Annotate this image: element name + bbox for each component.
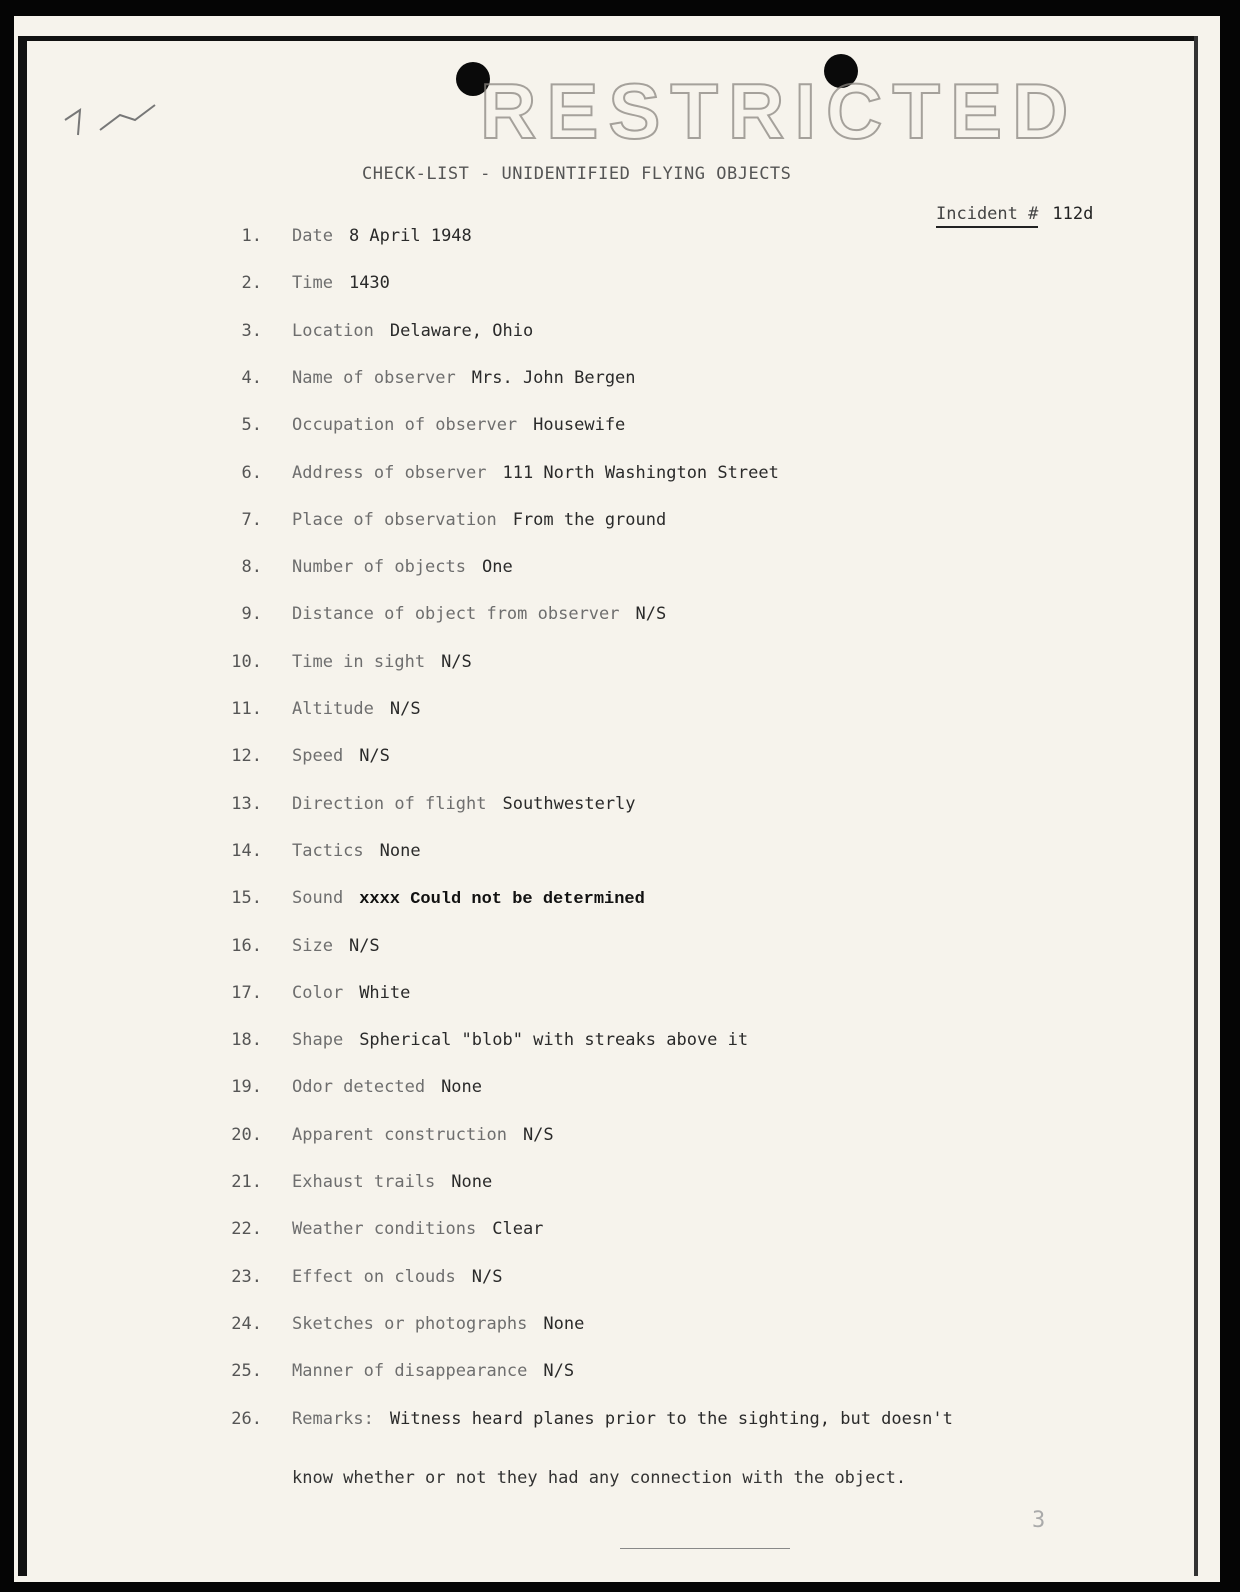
item-label: Manner of disappearance bbox=[292, 1361, 528, 1381]
checklist-row bbox=[0, 321, 1150, 351]
checklist-row bbox=[0, 273, 1150, 303]
item-number: 21. bbox=[231, 1172, 262, 1192]
scan-border-right bbox=[1194, 36, 1198, 1576]
item-value: 111 North Washington Street bbox=[502, 463, 779, 483]
checklist-row bbox=[0, 888, 1150, 918]
item-value: N/S bbox=[359, 746, 390, 766]
item-value: None bbox=[441, 1077, 483, 1097]
item-number: 19. bbox=[231, 1077, 262, 1097]
item-value: None bbox=[543, 1314, 585, 1334]
item-label: Occupation of observer bbox=[292, 415, 518, 435]
item-number: 17. bbox=[231, 983, 262, 1003]
item-number: 9. bbox=[241, 604, 262, 624]
item-field bbox=[292, 321, 533, 341]
incident-number bbox=[936, 204, 1093, 224]
item-label: Effect on clouds bbox=[292, 1267, 456, 1287]
item-field bbox=[292, 699, 421, 719]
remarks-continuation: know whether or not they had any connection with the object. bbox=[292, 1468, 907, 1488]
checklist-row bbox=[0, 746, 1150, 776]
item-value: N/S bbox=[635, 604, 667, 624]
checklist-row bbox=[0, 1172, 1150, 1202]
item-value: None bbox=[379, 841, 421, 861]
item-value: N/S bbox=[543, 1361, 575, 1381]
item-label: Color bbox=[292, 983, 344, 1003]
item-field bbox=[292, 746, 390, 766]
item-number: 14. bbox=[231, 841, 262, 861]
item-field bbox=[292, 368, 636, 388]
item-field bbox=[292, 1409, 953, 1429]
item-field bbox=[292, 463, 779, 483]
item-label: Sound bbox=[292, 888, 344, 908]
item-number: 18. bbox=[231, 1030, 262, 1050]
item-value: White bbox=[359, 983, 411, 1003]
item-label: Place of observation bbox=[292, 510, 497, 530]
item-label: Speed bbox=[292, 746, 344, 766]
item-field bbox=[292, 226, 472, 246]
item-field bbox=[292, 794, 636, 814]
item-field bbox=[292, 936, 380, 956]
item-number: 10. bbox=[231, 652, 262, 672]
item-number: 20. bbox=[231, 1125, 262, 1145]
item-value: None bbox=[451, 1172, 493, 1192]
item-number: 26. bbox=[231, 1409, 262, 1429]
item-value: xxxx Could not be determined bbox=[359, 890, 645, 909]
item-number: 8. bbox=[241, 557, 262, 577]
item-value: N/S bbox=[471, 1267, 503, 1287]
item-number: 6. bbox=[241, 463, 262, 483]
item-number: 12. bbox=[231, 746, 262, 766]
item-field bbox=[292, 1219, 543, 1239]
item-label: Odor detected bbox=[292, 1077, 426, 1097]
item-number: 2. bbox=[241, 273, 262, 293]
item-field bbox=[292, 888, 645, 909]
checklist-row bbox=[0, 652, 1150, 682]
item-field bbox=[292, 1030, 748, 1050]
checklist-row bbox=[0, 415, 1150, 445]
item-label: Remarks: bbox=[292, 1409, 374, 1429]
item-value: N/S bbox=[441, 652, 472, 672]
item-label: Date bbox=[292, 226, 333, 246]
checklist-row bbox=[0, 1077, 1150, 1107]
item-field bbox=[292, 557, 513, 577]
item-value: Spherical "blob" with streaks above it bbox=[359, 1030, 749, 1050]
item-field bbox=[292, 1077, 482, 1097]
item-value: N/S bbox=[389, 699, 421, 719]
item-label: Name of observer bbox=[292, 368, 456, 388]
incident-value: 112d bbox=[1052, 204, 1094, 224]
item-number: 4. bbox=[241, 368, 262, 388]
item-field bbox=[292, 273, 390, 293]
item-field bbox=[292, 652, 472, 672]
item-value: One bbox=[482, 557, 513, 577]
item-label: Apparent construction bbox=[292, 1125, 507, 1145]
checklist-row bbox=[0, 1030, 1150, 1060]
item-number: 1. bbox=[241, 226, 262, 246]
item-label: Weather conditions bbox=[292, 1219, 477, 1239]
item-value: 1430 bbox=[348, 273, 390, 293]
item-number: 23. bbox=[231, 1267, 262, 1287]
item-field bbox=[292, 1172, 492, 1192]
item-label: Altitude bbox=[292, 699, 374, 719]
item-label: Location bbox=[292, 321, 374, 341]
document-title: CHECK-LIST - UNIDENTIFIED FLYING OBJECTS bbox=[362, 164, 792, 184]
item-number: 5. bbox=[241, 415, 262, 435]
item-value: Southwesterly bbox=[502, 794, 636, 814]
item-label: Exhaust trails bbox=[292, 1172, 436, 1192]
item-value: N/S bbox=[522, 1125, 554, 1145]
checklist-row bbox=[0, 226, 1150, 256]
checklist-row bbox=[0, 1125, 1150, 1155]
checklist-row bbox=[0, 557, 1150, 587]
item-number: 3. bbox=[241, 321, 262, 341]
checklist-row bbox=[0, 1314, 1150, 1344]
item-label: Size bbox=[292, 936, 333, 956]
item-label: Direction of flight bbox=[292, 794, 487, 814]
divider bbox=[620, 1548, 790, 1549]
item-field bbox=[292, 983, 410, 1003]
checklist-row bbox=[0, 604, 1150, 634]
checklist-row bbox=[0, 463, 1150, 493]
item-value: 8 April 1948 bbox=[348, 226, 472, 246]
item-number: 13. bbox=[231, 794, 262, 814]
checklist-row bbox=[0, 983, 1150, 1013]
item-field bbox=[292, 510, 666, 530]
item-value: Delaware, Ohio bbox=[389, 321, 534, 341]
item-number: 7. bbox=[241, 510, 262, 530]
item-field bbox=[292, 1314, 584, 1334]
item-label: Shape bbox=[292, 1030, 344, 1050]
scan-border-top bbox=[18, 36, 1198, 41]
item-label: Tactics bbox=[292, 841, 364, 861]
item-number: 11. bbox=[231, 699, 262, 719]
item-number: 16. bbox=[231, 936, 262, 956]
item-number: 15. bbox=[231, 888, 262, 908]
checklist-row bbox=[0, 1267, 1150, 1297]
item-label: Time in sight bbox=[292, 652, 426, 672]
checklist-row bbox=[0, 794, 1150, 824]
restricted-stamp: RESTRICTED bbox=[480, 67, 1079, 155]
item-value: From the ground bbox=[512, 510, 667, 530]
item-field bbox=[292, 1361, 574, 1381]
checklist-row bbox=[0, 368, 1150, 398]
checklist-row bbox=[0, 510, 1150, 540]
checklist-row bbox=[0, 841, 1150, 871]
item-number: 24. bbox=[231, 1314, 262, 1334]
item-value: N/S bbox=[348, 936, 380, 956]
item-field bbox=[292, 604, 666, 624]
item-field bbox=[292, 1125, 554, 1145]
item-label: Sketches or photographs bbox=[292, 1314, 528, 1334]
item-label: Number of objects bbox=[292, 557, 466, 577]
item-label: Address of observer bbox=[292, 463, 487, 483]
checklist-row bbox=[0, 936, 1150, 966]
checklist-row bbox=[0, 1361, 1150, 1391]
item-value: Mrs. John Bergen bbox=[471, 368, 636, 388]
checklist-row bbox=[0, 1409, 1150, 1439]
item-number: 25. bbox=[231, 1361, 262, 1381]
item-value: Housewife bbox=[533, 415, 626, 435]
checklist-row bbox=[0, 699, 1150, 729]
page-mark: 3 bbox=[1032, 1508, 1046, 1533]
item-label: Distance of object from observer bbox=[292, 604, 620, 624]
item-field bbox=[292, 841, 421, 861]
item-label: Time bbox=[292, 273, 333, 293]
incident-label: Incident # bbox=[936, 204, 1038, 228]
checklist-row bbox=[0, 1219, 1150, 1249]
item-number: 22. bbox=[231, 1219, 262, 1239]
item-field bbox=[292, 1267, 502, 1287]
item-field bbox=[292, 415, 625, 435]
handwritten-mark-icon bbox=[60, 90, 180, 150]
item-value: Clear bbox=[492, 1219, 544, 1239]
item-value: Witness heard planes prior to the sighting, but doesn't bbox=[389, 1409, 953, 1429]
